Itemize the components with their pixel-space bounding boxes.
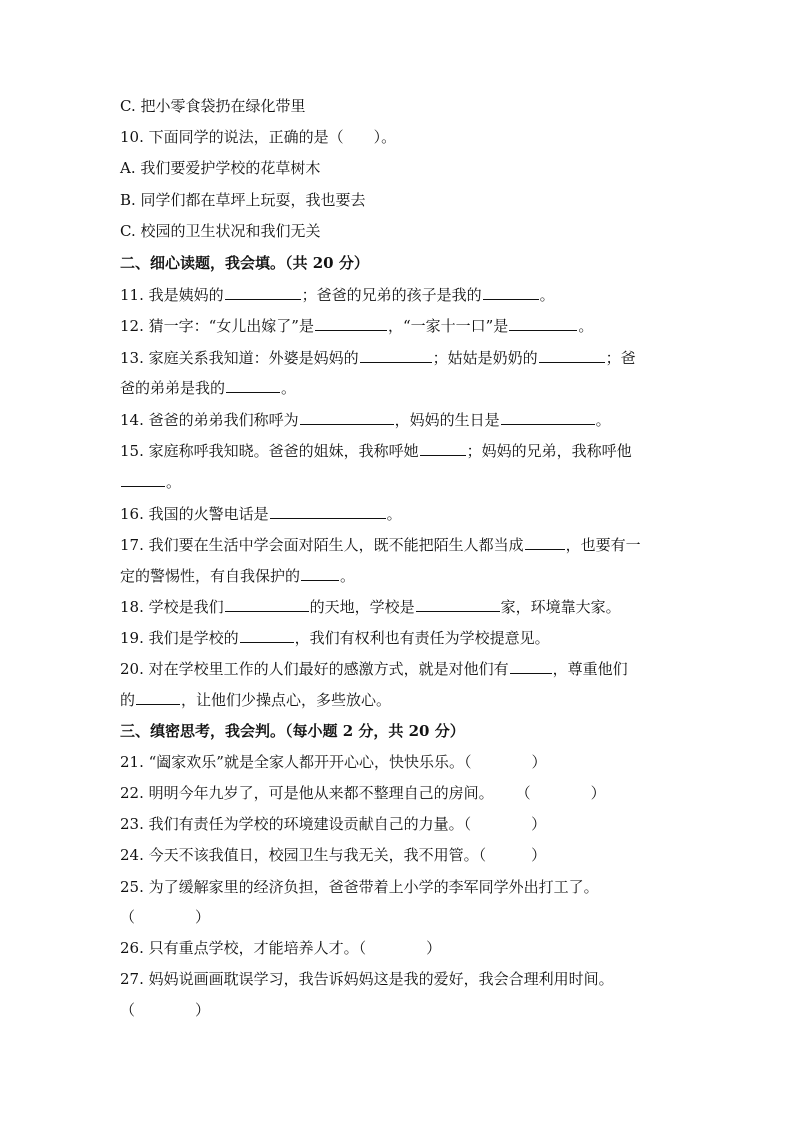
answer-paren[interactable]: （ ） (515, 784, 606, 802)
answer-blank[interactable] (300, 409, 394, 425)
q10-option-a: A. 我们要爱护学校的花草树木 (120, 159, 321, 177)
q9-option-c: C. 把小零食袋扔在绿化带里 (120, 97, 306, 115)
answer-blank[interactable] (509, 315, 577, 331)
q22: 22. 明明今年九岁了，可是他从来都不整理自己的房间。 （ ） (120, 784, 606, 802)
answer-blank[interactable] (525, 534, 565, 550)
answer-blank[interactable] (315, 315, 387, 331)
q13-line1: 13. 家庭关系我知道：外婆是妈妈的 ；姑姑是奶奶的 ；爸 (120, 349, 636, 367)
answer-blank[interactable] (416, 596, 500, 612)
answer-blank[interactable] (270, 503, 386, 519)
answer-blank[interactable] (510, 658, 552, 674)
q19: 19. 我们是学校的 ，我们有权利也有责任为学校提意见。 (120, 629, 550, 647)
section-3-heading: 三、缜密思考，我会判。（每小题 2 分，共 20 分） (120, 722, 465, 740)
answer-blank[interactable] (539, 347, 605, 363)
q18: 18. 学校是我们 的天地，学校是 家，环境靠大家。 (120, 598, 621, 616)
answer-blank[interactable] (420, 440, 466, 456)
q20-line1: 20. 对在学校里工作的人们最好的感激方式，就是对他们有 ，尊重他们 (120, 660, 628, 678)
q15-line1: 15. 家庭称呼我知晓。爸爸的姐妹，我称呼她 ；妈妈的兄弟，我称呼他 (120, 442, 632, 460)
q27-answer-paren[interactable]: （ ） (120, 1001, 211, 1019)
q27: 27. 妈妈说画画耽误学习，我告诉妈妈这是我的爱好，我会合理利用时间。 (120, 970, 614, 988)
q11: 11. 我是姨妈的 ；爸爸的兄弟的孩子是我的 。 (120, 286, 555, 304)
q17-line2: 定的警惕性，有自我保护的 。 (120, 567, 356, 585)
q10-stem: 10. 下面同学的说法，正确的是（ ）。 (120, 128, 397, 146)
q25-answer-paren[interactable]: （ ） (120, 908, 211, 926)
answer-blank[interactable] (483, 284, 539, 300)
answer-blank[interactable] (301, 565, 339, 581)
q23: 23. 我们有责任为学校的环境建设贡献自己的力量。（ ） (120, 815, 547, 833)
section-2-heading: 二、细心读题，我会填。（共 20 分） (120, 254, 369, 272)
q15-line2: 。 (120, 471, 680, 492)
answer-blank[interactable] (121, 471, 165, 487)
q20-line2: 的 ，让他们少操点心，多些放心。 (120, 691, 392, 709)
q16: 16. 我国的火警电话是 。 (120, 505, 402, 523)
q24: 24. 今天不该我值日，校园卫生与我无关，我不用管。（ ） (120, 846, 547, 864)
q12: 12. 猜一字：“女儿出嫁了”是 ，“一家十一口”是 。 (120, 317, 594, 335)
answer-blank[interactable] (501, 409, 595, 425)
q10-option-c: C. 校园的卫生状况和我们无关 (120, 222, 321, 240)
answer-blank[interactable] (226, 377, 280, 393)
q21: 21. “阖家欢乐”就是全家人都开开心心，快快乐乐。（ ） (120, 753, 547, 771)
q10-option-b: B. 同学们都在草坪上玩耍，我也要去 (120, 191, 366, 209)
answer-blank[interactable] (136, 689, 180, 705)
answer-blank[interactable] (225, 284, 301, 300)
q14: 14. 爸爸的弟弟我们称呼为 ，妈妈的生日是 。 (120, 411, 611, 429)
q17-line1: 17. 我们要在生活中学会面对陌生人，既不能把陌生人都当成 ，也要有一 (120, 536, 641, 554)
answer-blank[interactable] (240, 627, 294, 643)
answer-blank[interactable] (360, 347, 432, 363)
q13-line2: 爸的弟弟是我的 。 (120, 379, 297, 397)
q25: 25. 为了缓解家里的经济负担，爸爸带着上小学的李军同学外出打工了。 (120, 878, 599, 896)
q26: 26. 只有重点学校，才能培养人才。（ ） (120, 939, 442, 957)
answer-blank[interactable] (225, 596, 309, 612)
